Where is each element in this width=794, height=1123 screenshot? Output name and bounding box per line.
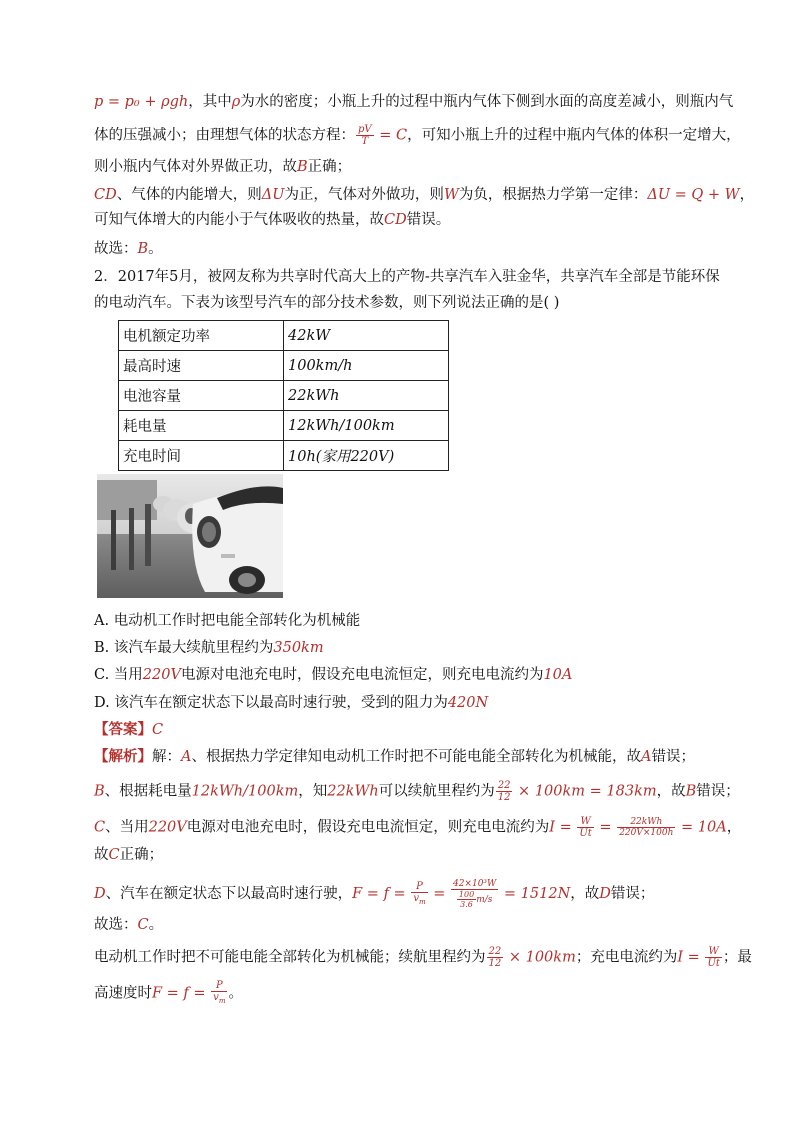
- text-line-4: CD、气体的内能增大，则ΔU为正，气体对外做功，则W为负，根据热力学第一定律：ΔU = Q + W，: [94, 187, 755, 203]
- selection-line: 故选：C。: [94, 917, 164, 933]
- spec-value: 10h(家用220V): [284, 441, 449, 471]
- analysis-line-a: 【解析】解：A、根据热力学定律知电动机工作时把不可能电能全部转化为机械能，故A错误；: [94, 748, 695, 765]
- spec-key: 耗电量: [119, 411, 284, 441]
- question-line-1: 2．2017年5月，被网友称为共享时代高大上的产物-共享汽车入驻金华，共享汽车全部是节能环保: [94, 269, 720, 285]
- text-line-2: 体的压强减小；由理想气体的状态方程： $\frac{pV}{T}$ = C，可知小瓶上升的过程中瓶内气体的体积一定增大，: [94, 124, 741, 147]
- summary-line-1: 电动机工作时把不可能电能全部转化为机械能；续航里程约为 $\frac{22}{12}$ × 100km；充电电流约为I = $\frac{W}{Ut}$ ；最: [94, 946, 752, 969]
- option-c: C. 当用220V电源对电池充电时，假设充电电流恒定，则充电电流约为10A: [94, 667, 573, 683]
- charging-cars-photo: [97, 474, 283, 598]
- spec-key: 电机额定功率: [119, 321, 284, 351]
- spec-table-row: [119, 411, 449, 441]
- summary-line-2: 高速度时F = f = $\frac{P}{v_m}$ 。: [94, 980, 243, 1005]
- analysis-line-d: D、汽车在额定状态下以最高时速行驶，F = f = $\frac{P}{v_m}$ = 42×10³W $\frac{100}{3.6}$ m/s = 1512N，故D错误；: [94, 879, 655, 909]
- spec-value: 100km/h: [284, 351, 449, 381]
- analysis-line-b: B、根据耗电量12kWh/100km，知22kWh可以续航里程约为 $\frac{22}{12}$ × 100km = 183km，故B错误；: [94, 780, 740, 803]
- text-line-5: 可知气体增大的内能小于气体吸收的热量，故CD错误。: [94, 212, 451, 228]
- gas-law-fraction: $\frac{pV}{T}$: [358, 124, 372, 147]
- spec-key: 充电时间: [119, 441, 284, 471]
- analysis-line-c: C、当用220V电源对电池充电时，假设充电电流恒定，则充电电流约为I = $\frac{W}{Ut}$ = $\frac{\text{22kWh}}{220V\times 100h}$ = 10A，: [94, 816, 742, 839]
- spec-table-row: [119, 351, 449, 381]
- spec-table-row: [119, 441, 449, 471]
- analysis-line-c2: 故C正确；: [94, 847, 164, 863]
- first-law-formula: ΔU = Q + W: [647, 187, 740, 203]
- spec-key: 最高时速: [119, 351, 284, 381]
- spec-key: 电池容量: [119, 381, 284, 411]
- option-a: A. 电动机工作时把电能全部转化为机械能: [94, 613, 361, 629]
- spec-value: 22kWh: [284, 381, 449, 411]
- spec-table-row: [119, 321, 449, 351]
- answer-line: 【答案】C: [94, 721, 164, 738]
- text-line-6: 故选：B。: [94, 241, 163, 257]
- spec-value: 12kWh/100km: [284, 411, 449, 441]
- pressure-formula: p = p₀ + ρgh: [94, 94, 189, 110]
- spec-table: [118, 320, 449, 471]
- option-b: B. 该汽车最大续航里程约为350km: [94, 640, 324, 656]
- text-line-3: 则小瓶内气体对外界做正功，故B正确；: [94, 159, 352, 175]
- spec-value: 42kW: [284, 321, 449, 351]
- text-line-1: p = p₀ + ρgh，其中ρ为水的密度；小瓶上升的过程中瓶内气体下侧到水面的高度差减小，则瓶内气: [94, 94, 734, 110]
- option-d: D. 该汽车在额定状态下以最高时速行驶，受到的阻力为420N: [94, 695, 489, 711]
- spec-table-row: [119, 381, 449, 411]
- question-line-2: 的电动汽车。下表为该型号汽车的部分技术参数，则下列说法正确的是( ): [94, 295, 560, 311]
